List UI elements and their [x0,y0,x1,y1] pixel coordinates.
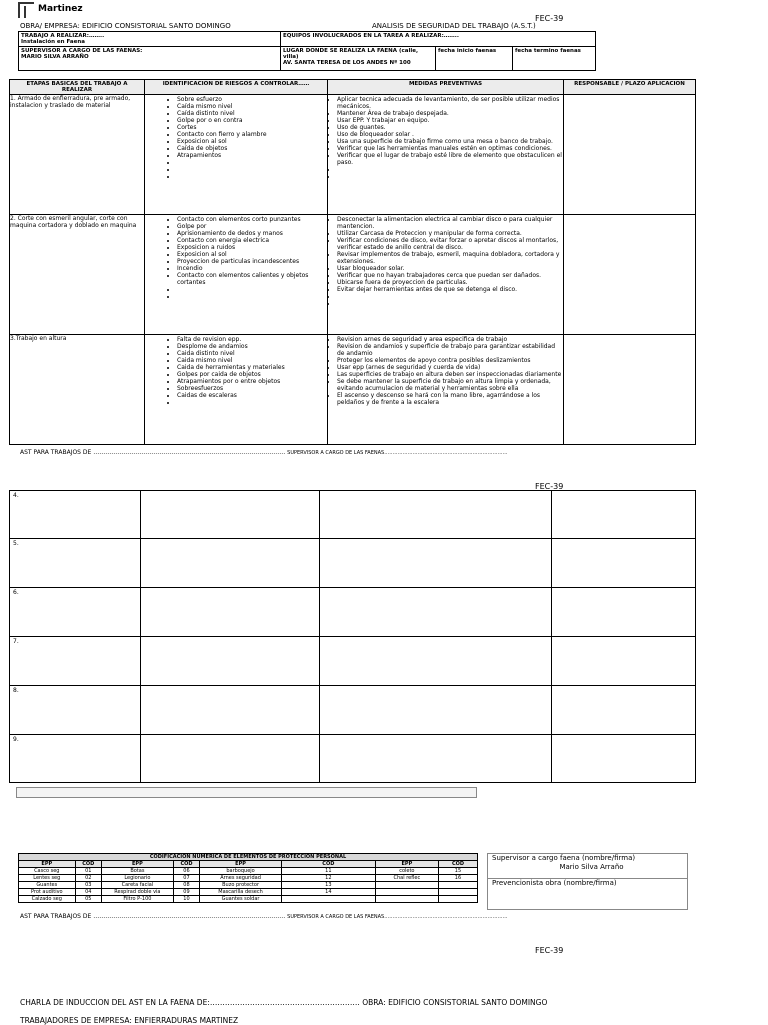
company-logo [18,2,128,20]
medida-item: • Verificar que el lugar de trabajo esté libre de elemento que obstaculicen el paso. [337,152,563,166]
epp-cell: Botas [101,868,173,875]
riesgo-item: • Caida de herramientas y materiales [177,364,327,371]
col-medidas: MEDIDAS PREVENTIVAS [328,80,564,95]
etapa-cell: 3.Trabajo en altura [10,335,145,445]
riesgo-item: • Proyeccion de particulas incandescentes [177,258,327,265]
medidas-cell [328,95,564,215]
medida-item: • Las superficies de trabajo en altura deben ser inspeccionadas diariamente [337,371,563,378]
epp-header-cell: COD [75,861,101,868]
supervisor-name: Mario Silva Arraño [559,863,624,871]
document-title: ANALISIS DE SEGURIDAD DEL TRABAJO (A.S.T.) [372,22,536,30]
epp-code-table [18,853,478,903]
medidas-cell [328,335,564,445]
medida-item: • Usar bloqueador solar. [337,265,563,272]
medida-item: • Proteger los elementos de apoyo contra posibles deslizamientos [337,357,563,364]
epp-cell [438,882,477,889]
etapa-cell: 1. Armado de enfierradura, pre armado, instalacion y traslado de material [10,95,145,215]
table-row: 8. [10,686,696,735]
riesgo-item: • Golpe por [177,223,327,230]
epp-cell: 16 [438,875,477,882]
epp-cell: Respirad doble via [101,889,173,896]
riesgo-item: • Exposicion al sol [177,138,327,145]
ast-table-continued [9,490,696,783]
col-etapas: ETAPAS BASICAS DEL TRABAJO A REALIZAR [10,80,145,95]
table-row [10,215,696,335]
riesgo-item: • Atrapamientos por o entre objetos [177,378,327,385]
table-row: 9. [10,735,696,783]
riesgo-item: • Incendio [177,265,327,272]
form-code-page2: FEC-39 [535,482,564,491]
medida-item: • Usa una superficie de trabajo firme como una mesa o banco de trabajo. [337,138,563,145]
riesgo-item [177,159,327,166]
bottom-bar [16,787,477,798]
col-riesgos: IDENTIFICACION DE RIESGOS A CONTROLAR…… [145,80,328,95]
epp-cell: barboquejo [200,868,282,875]
header-info-table [18,31,596,71]
trabajo-cell: TRABAJO A REALIZAR:…….. Instalación en Faena [19,32,281,47]
riesgo-item: • Golpes por caida de objetos [177,371,327,378]
epp-cell: Mascarilla desech [200,889,282,896]
epp-header-cell: EPP [375,861,438,868]
epp-cell [281,896,375,903]
medida-item: • Mantener Área de trabajo despejada. [337,110,563,117]
medida-item: • Se debe mantener la superficie de trabajo en altura limpia y ordenada, evitando acumulacion de material y herramientas sobre ella [337,378,563,392]
epp-cell: Lentes seg [19,875,76,882]
table-row: 5. [10,539,696,588]
riesgo-item: • Golpe por o en contra [177,117,327,124]
medida-item: • Verificar que no hayan trabajadores cerca que puedan ser dañados. [337,272,563,279]
riesgo-item: • Contacto con elementos corto punzantes [177,216,327,223]
epp-cell: Legionario [101,875,173,882]
epp-cell: 05 [75,896,101,903]
table-row [19,875,478,882]
table-row: 6. [10,588,696,637]
riesgo-item: • Sobreesfuerzos [177,385,327,392]
responsable-cell [564,95,696,215]
epp-cell: Prot auditivo [19,889,76,896]
riesgo-item: • Falta de revision epp. [177,336,327,343]
epp-cell: Filtro P-100 [101,896,173,903]
medida-item: • Uso de bloqueador solar . [337,131,563,138]
epp-cell: 12 [281,875,375,882]
epp-cell: Careta facial [101,882,173,889]
medida-item: • Ubicarse fuera de proyeccion de particulas. [337,279,563,286]
epp-cell [438,896,477,903]
form-code-page3: FEC-39 [535,946,564,955]
epp-cell: 03 [75,882,101,889]
epp-cell: Guantes [19,882,76,889]
epp-cell: 04 [75,889,101,896]
epp-cell: Calzado seg [19,896,76,903]
table-row [19,889,478,896]
epp-cell: 01 [75,868,101,875]
epp-header-cell: EPP [19,861,76,868]
ast-trabajos-line-2: AST PARA TRABAJOS DE …………………………………………………………………………………… SUPERVISOR A CARGO DE LAS FAENAS……………………………………………………………….. [20,913,508,920]
riesgo-item: • Contacto con fierro y alambre [177,131,327,138]
riesgo-item: • Cortes [177,124,327,131]
epp-header-cell: EPP [101,861,173,868]
medida-item: • Utilizar Carcasa de Proteccion y manipular de forma correcta. [337,230,563,237]
epp-title: CODIFICACION NUMERICA DE ELEMENTOS DE PROTECCION PERSONAL [19,854,478,861]
epp-header-cell: COD [173,861,199,868]
obra-label: OBRA/ EMPRESA: EDIFICIO CONSISTORIAL SANTO DOMINGO [20,22,231,30]
epp-cell: 06 [173,868,199,875]
logo-text: Martinez [38,4,83,14]
epp-cell: 11 [281,868,375,875]
epp-cell [375,882,438,889]
trabajadores-line: TRABAJADORES DE EMPRESA: ENFIERRADURAS MARTINEZ [20,1016,239,1025]
medida-item: • Revision de andamios y superficie de trabajo para garantizar estabilidad de andamio [337,343,563,357]
signature-box [487,853,688,910]
medida-item: • Uso de guantes. [337,124,563,131]
epp-header-cell: EPP [200,861,282,868]
epp-cell: 13 [281,882,375,889]
epp-cell: 08 [173,882,199,889]
riesgos-cell [145,215,328,335]
riesgo-item [177,399,327,406]
table-row [10,335,696,445]
riesgo-item: • Exposicion a ruidos [177,244,327,251]
epp-cell: 14 [281,889,375,896]
epp-cell: Chal reflec [375,875,438,882]
medida-item: • Revisar implementos de trabajo, esmeril, maquina dobladora, cortadora y extensiones. [337,251,563,265]
epp-cell: coleto [375,868,438,875]
table-row: 4. [10,491,696,539]
riesgo-item: • Exposicion al sol [177,251,327,258]
medida-item: • Desconectar la alimentacion electrica al cambiar disco o para cualquier mantencion. [337,216,563,230]
ast-trabajos-line: AST PARA TRABAJOS DE …………………………………………………………………………………… SUPERVISOR A CARGO DE LAS FAENAS……………………………………………………………….. [20,449,508,456]
table-row [19,882,478,889]
epp-cell: 10 [173,896,199,903]
epp-cell: 07 [173,875,199,882]
medidas-cell [328,215,564,335]
medida-item: • El ascenso y descenso se hará con la mano libre, agarrándose a los peldaños y de frente a la escalera [337,392,563,406]
riesgo-item: • Caída mismo nivel [177,103,327,110]
riesgo-item: • Caída distinto nivel [177,110,327,117]
medida-item [337,166,563,173]
epp-cell: 02 [75,875,101,882]
medida-item [337,293,563,300]
table-row [10,95,696,215]
riesgo-item: • Caída de objetos [177,145,327,152]
col-responsable: RESPONSABLE / PLAZO APLICACION [564,80,696,95]
medida-item: • Verificar que las herramientas manuales estén en optimas condiciones. [337,145,563,152]
epp-cell: Guantes soldar [200,896,282,903]
epp-cell [375,889,438,896]
epp-cell: Buzo protector [200,882,282,889]
responsable-cell [564,335,696,445]
medida-item: • Aplicar tecnica adecuada de levantamiento, de ser posible utilizar medios mecánicos. [337,96,563,110]
riesgo-item: • Atrapamientos [177,152,327,159]
riesgos-cell [145,335,328,445]
medida-item: • Verificar condiciones de disco, evitar forzar o apretar discos al montarlos, verificar estado de anillo central de disco. [337,237,563,251]
table-row [19,896,478,903]
epp-header-cell: COD [438,861,477,868]
riesgo-item: • Caida distinto nivel [177,350,327,357]
riesgo-item: • Contacto con energia electrica [177,237,327,244]
medida-item: • Revision arnes de seguridad y area especifica de trabajo [337,336,563,343]
riesgo-item [177,293,327,300]
medida-item: • Usar epp (arnes de seguridad y cuerda de vida) [337,364,563,371]
riesgo-item [177,166,327,173]
epp-cell: 15 [438,868,477,875]
epp-header-cell: COD [281,861,375,868]
lugar-cell: LUGAR DONDE SE REALIZA LA FAENA (calle, villa) AV. SANTA TERESA DE LOS ANDES Nº 100 [281,47,436,71]
epp-cell [375,896,438,903]
medida-item: • Usar EPP. Y trabajar en equipo. [337,117,563,124]
epp-cell: 09 [173,889,199,896]
fecha-termino-cell: fecha termino faenas [513,47,596,71]
ast-table [9,79,696,445]
riesgo-item: • Caida mismo nivel [177,357,327,364]
fecha-inicio-cell: fecha inicio faenas [436,47,513,71]
riesgo-item: • Aprisionamiento de dedos y manos [177,230,327,237]
riesgo-item [177,286,327,293]
prevencionista-signature-label: Prevencionista obra (nombre/firma) [492,879,617,887]
epp-cell [438,889,477,896]
table-row: 7. [10,637,696,686]
riesgo-item: • Caidas de escaleras [177,392,327,399]
riesgos-cell [145,95,328,215]
supervisor-signature-label: Supervisor a cargo faena (nombre/firma) [492,854,636,862]
riesgo-item: • Sobre esfuerzo [177,96,327,103]
medida-item: • Evitar dejar herramientas antes de que se detenga el disco. [337,286,563,293]
form-code: FEC-39 [535,14,564,23]
epp-cell: Arnes seguridad [200,875,282,882]
supervisor-cell: SUPERVISOR A CARGO DE LAS FAENAS: MARIO SILVA ARRAÑO [19,47,281,71]
table-row [19,868,478,875]
riesgo-item: • Desplome de andamios [177,343,327,350]
epp-cell: Casco seg [19,868,76,875]
medida-item [337,173,563,180]
riesgo-item: • Contacto con elementos calientes y objetos cortantes [177,272,327,286]
equipos-cell: EQUIPOS INVOLUCRADOS EN LA TAREA A REALIZAR:…….. [281,32,596,47]
etapa-cell: 2. Corte con esmeril angular, corte con maquina cortadora y doblado en maquina [10,215,145,335]
responsable-cell [564,215,696,335]
riesgo-item [177,173,327,180]
charla-line: CHARLA DE INDUCCION DEL AST EN LA FAENA DE:…………………………………………………… OBRA: EDIFICIO CONSISTORIAL SANTO DOMINGO [20,998,548,1007]
medida-item [337,300,563,307]
